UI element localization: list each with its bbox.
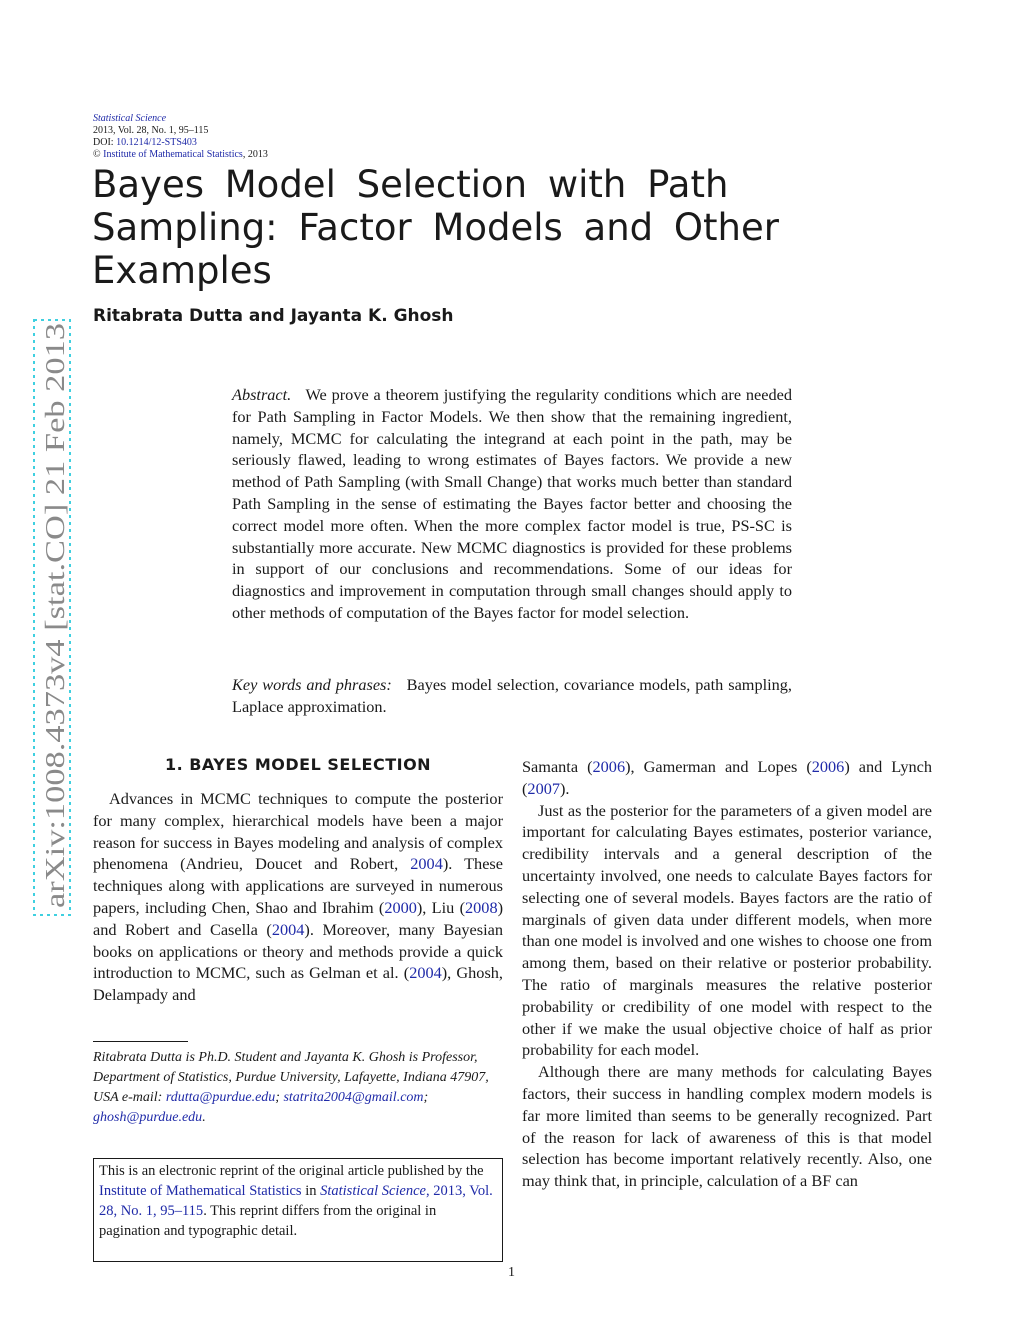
abstract-text: We prove a theorem justifying the regularity conditions which are needed for Path Sampling in Factor Models. We then show that the remaining ingredient, namely, MCMC for calculating the integrand at each point in the path, may be seriously flawed, leading to wrong estimates of Bayes factors. We provide a new method of Path Sampling (with Small Change) that works much better than standard Path Sampling in the sense of estimating the Bayes factor better and choosing the correct model more often. When the more complex factor model is true, PS-SC is substantially more accurate. New MCMC diagnostics is provided for these problems in support of our conclusions and recommendations. Some of our ideas for diagnostics and improvement in computation through small changes should apply to other methods of computation of the Bayes factor for model selection. [232,385,793,622]
reprint-text: . This reprint differs from the original in pagination and typographic detail. [99,1203,437,1239]
paper-title: Bayes Model Selection with Path Sampling: Factor Models and Other Examples [92,163,779,292]
citation-link[interactable]: , 2013, Vol. 28, No. 1, 95–115 [99,1183,493,1219]
email-link[interactable]: statrita2004@gmail.com [283,1090,424,1105]
copyright-line [93,149,268,161]
text-span: ) and Lynch ( [522,757,932,798]
text-span: Advances in MCMC techniques to compute the posterior for many complex, hierarchical models have been a major reason for success in Bayes modeling and analysis of complex phenomena (Andrieu, Doucet and Robert, [93,789,503,874]
text-span: ) and Robert and Casella ( [93,897,503,939]
right-column [522,756,932,1192]
abstract-label: Abstract. [232,385,292,404]
separator: . [202,1110,206,1125]
citation-link[interactable]: 2004 [409,963,442,983]
email-link[interactable]: rdutta@purdue.edu [165,1090,276,1105]
citation-link[interactable]: 2008 [465,897,498,917]
keywords-text: Bayes model selection, covariance models, path sampling, Laplace approximation. [232,675,792,716]
publisher-link[interactable]: Institute of Mathematical Statistics [103,149,243,160]
separator: ; [423,1090,429,1105]
citation-link[interactable]: 2006 [811,757,845,776]
journal-name[interactable]: Statistical Science [93,113,167,124]
keywords [232,674,792,718]
doi-link[interactable]: 10.1214/12-STS403 [116,137,197,148]
footnote-rule [93,1041,188,1042]
separator: ; [275,1090,284,1105]
paper-authors: Ritabrata Dutta and Jayanta K. Ghosh [93,306,454,326]
left-column [93,788,503,1006]
copyright-symbol: © [93,149,101,160]
reprint-text: in [301,1183,321,1199]
footnote-text: Ritabrata Dutta is Ph.D. Student and Jayanta K. Ghosh is Professor, Department of Statistics, Purdue University, Lafayette, Indiana 47907, USA e-mail: [93,1050,489,1105]
arxiv-stamp [14,300,74,920]
citation-link[interactable]: 2004 [271,919,305,939]
text-span: ). These techniques along with applications are surveyed in numerous papers, including Chen, Shao and Ibrahim ( [93,854,503,917]
section-heading: 1. BAYES MODEL SELECTION [164,755,432,774]
author-footnote [93,1048,503,1128]
citation-link[interactable]: 2004 [410,854,443,874]
text-span: Samanta ( [522,757,593,776]
text-span: ). Moreover, many Bayesian books on applications or theory and methods provide a quick introduction to MCMC, such as Gelman et al. ( [93,919,504,983]
doi-label: DOI: [93,137,117,148]
publisher-link[interactable]: Institute of Mathematical Statistics [99,1183,302,1199]
citation-link[interactable]: 2007 [527,778,560,798]
citation-link[interactable]: 2000 [384,897,417,917]
reprint-text: This is an electronic reprint of the original article published by the [99,1163,484,1179]
email-link[interactable]: ghosh@purdue.edu [93,1110,203,1125]
paragraph-1 [93,788,503,1006]
keywords-label: Key words and phrases: [232,675,392,694]
text-span: ), Liu ( [416,897,466,917]
paragraph-3: Although there are many methods for calculating Bayes factors, their success in handling complex modern models is far more limited than seems to be generally recognized. Part of the reason for lack of awareness of this is that model selection has become important relatively recently. Also, one may think that, in principle, calculation of a BF can [522,1062,932,1191]
journal-link[interactable]: Statistical Science [320,1183,426,1199]
page-number: 1 [508,1265,515,1280]
paragraph-1-continued [522,756,932,800]
copyright-year: , 2013 [242,149,268,160]
citation-link[interactable]: 2006 [592,757,626,776]
volume-line: 2013, Vol. 28, No. 1, 95–115 [93,125,209,136]
reprint-notice [93,1158,503,1262]
text-span: ), Gamerman and Lopes ( [625,757,812,776]
arxiv-id-text: arXiv:1008.4373v4 [stat.CO] 21 Feb 2013 [40,449,70,908]
doi-line [93,137,197,149]
text-span: ), Ghosh, Delampady and [93,963,503,1005]
abstract [232,384,792,624]
text-span: ). [559,778,570,798]
paragraph-2: Just as the posterior for the parameters of a given model are important for calculating Bayes estimates, posterior variance, credibility intervals and a general description of the uncertainty involved, one needs to calculate Bayes factors for selecting one of several models. Bayes factors are the ratio of marginals of given data under different models, when more than one model is involved and one wishes to choose one from among them, based on their relative or posterior probability. The ratio of marginals measures the relative posterior probability or credibility of one model with respect to the other if we make the usual objective choice of half as prior probability for each model. [522,800,932,1060]
